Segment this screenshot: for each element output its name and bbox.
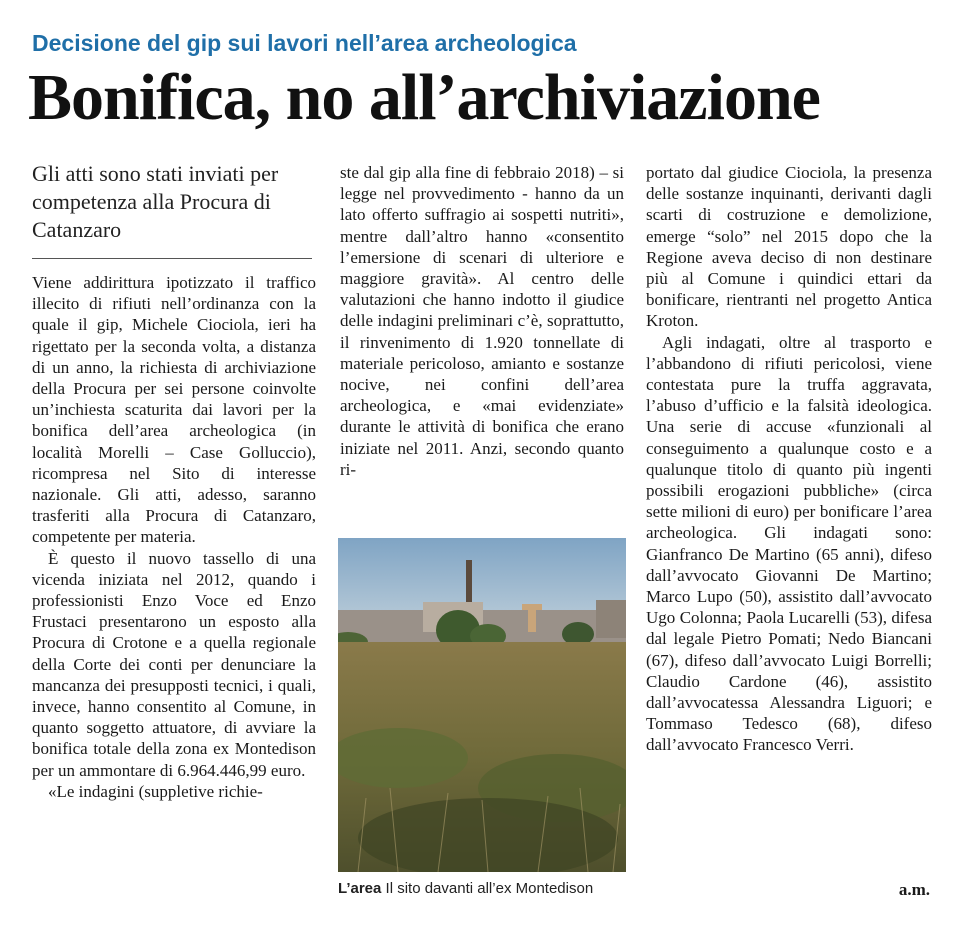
caption-lead: L’area xyxy=(338,880,382,897)
paragraph: «Le indagini (suppletive richie- xyxy=(48,781,263,801)
paragraph: portato dal giudice Ciociola, la presenza delle sostanze inquinanti, derivanti dagli scarti di costruzione e demolizione, emerge “solo” nel 2015 dopo che la Regione aveva deciso di non destinare più al Comune i quindici ettari da bonificare, rientranti nel progetto Antica Kroton. xyxy=(646,163,932,331)
article-column-2 xyxy=(340,162,624,480)
paragraph: Agli indagati, oltre al trasporto e l’abbandono di rifiuti pericolosi, viene contestata pure la truffa aggravata, l’abuso d’ufficio e la falsità ideologica. Una serie di accuse «funzionali al conseguimento a qualunque costo e a qualunque titolo di quanto più ingenti possibili erogazioni pubbliche» (circa sette milioni di euro) per bonificare l’area archeologica. Gli indagati sono: Gianfranco De Martino (65 anni), difeso dall’avvocato Giovanni De Martino; Marco Lupo (50), assistito dall’avvocato Ugo Colonna; Paola Lucarelli (53), difesa dal legale Pietro Pomati; Nedo Biancani (67), difeso dall’avvocato Luigi Borrelli; Claudio Cardone (46), assistito dall’avvocatessa Alessandra Liguori; e Tommaso Tedesco (68), difeso dall’avvocato Francesco Verri. xyxy=(646,332,932,755)
paragraph: Viene addirittura ipotizzato il traffico illecito di rifiuti nell’ordinanza con la quale il gip, Michele Ciociola, ieri ha rigettato per la seconda volta, a distanza di un anno, la richiesta di archiviazione della Procura per sei persone coinvolte un’inchiesta scaturita dai lavori per la bonifica dell’area archeologica (in località Morelli – Case Golluccio), ricompresa nel Sito di interesse nazionale. Gli atti, adesso, saranno trasferiti alla Procura di Catanzaro, competente per materia. xyxy=(32,273,316,547)
author-signature: a.m. xyxy=(898,880,930,899)
article-headline: Bonifica, no all’archiviazione xyxy=(28,61,820,134)
article-column-3 xyxy=(646,162,932,756)
paragraph: ste dal gip alla fine di febbraio 2018) – si legge nel provvedimento - hanno da un lato offerto suffragio ai sospetti nutriti», mentre dall’altro hanno «consentito l’emersione di scenari di ulteriore e maggiore gravità». Al centro delle valutazioni che hanno indotto il giudice delle indagini preliminari c’è, soprattutto, il rinvenimento di 1.920 tonnellate di materiale pericoloso, amianto e sostanze nocive, nei confini dell’area archeologica, e «mai evidenziate» durante le attività di bonifica che erano iniziate nel 2011. Anzi, secondo quanto ri- xyxy=(340,163,624,479)
article-kicker: Decisione del gip sui lavori nell’area archeologica xyxy=(32,30,577,56)
paragraph: È questo il nuovo tassello di una vicenda iniziata nel 2012, quando i professionisti Enzo Voce ed Enzo Frustaci presentarono un esposto alla Procura di Crotone e a quella regionale della Corte dei conti per denunciare la mancanza dei presupposti tecnici, i quali, invece, hanno consentito al Comune, in quanto soggetto attuatore, di avviare la bonifica totale della zona ex Montedison per un ammontare di 6.964.446,99 euro. xyxy=(32,548,316,780)
photo-caption xyxy=(338,880,628,897)
article-photo xyxy=(338,538,626,872)
summary-divider xyxy=(32,258,312,259)
article-summary: Gli atti sono stati inviati per competenza alla Procura di Catanzaro xyxy=(32,161,279,242)
caption-text: Il sito davanti all’ex Montedison xyxy=(381,880,594,897)
article-column-1 xyxy=(32,272,316,802)
